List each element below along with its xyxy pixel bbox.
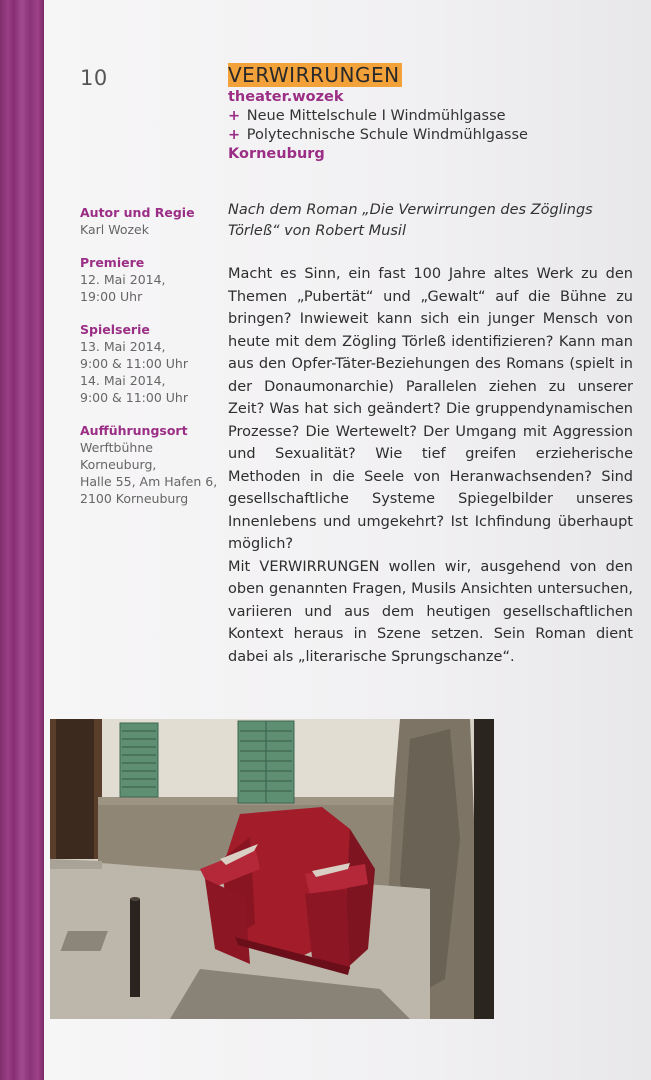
info-label: Premiere <box>80 255 145 270</box>
info-group-author <box>80 204 220 238</box>
venue-name: Polytechnische Schule Windmühlgasse <box>246 127 528 143</box>
city-name: Korneuburg <box>228 146 325 162</box>
info-value: 9:00 & 11:00 Uhr <box>80 356 188 371</box>
info-group-venue <box>80 422 220 507</box>
info-label: Aufführungsort <box>80 423 188 438</box>
event-header <box>228 63 628 162</box>
info-value: 9:00 & 11:00 Uhr <box>80 390 188 405</box>
company-name: theater.wozek <box>228 89 344 105</box>
info-label: Spielserie <box>80 322 150 337</box>
body-text <box>228 263 633 668</box>
info-group-premiere <box>80 254 220 305</box>
body-paragraph: Macht es Sinn, ein fast 100 Jahre altes Werk zu den Themen „Pubertät“ und „Gewalt“ auf die Bühne zu bringen? Inwieweit kann sich ein junger Mensch von heute mit dem Zögling Törleß identifizieren? Kann man aus den Opfer-Täter-Beziehungen des Romans (spielt in der Donaumonarchie) Parallelen ziehen zu unserer Zeit? Was hat sich geändert? Die gruppendynamischen Prozesse? Die Wertewelt? Der Umgang mit Aggression und Sexualität? Wie tief greifen erzieherische Methoden in die Seele von Heranwachsenden? Sind gesellschaftliche Systeme Spiegelbilder unseres Innenlebens und umgekehrt? Ist Ichfindung überhaupt möglich? <box>228 266 633 552</box>
venue-name: Neue Mittelschule I Windmühlgasse <box>246 108 506 124</box>
info-value: Halle 55, Am Hafen 6, <box>80 474 218 489</box>
armchair-photo-illustration <box>50 719 494 1019</box>
venue-line-1 <box>228 108 628 124</box>
info-label: Autor und Regie <box>80 205 195 220</box>
plus-icon: + <box>228 108 241 124</box>
info-value: 2100 Korneuburg <box>80 491 189 506</box>
info-group-series <box>80 321 220 406</box>
info-value: 19:00 Uhr <box>80 289 143 304</box>
info-sidebar <box>80 204 220 523</box>
intro-text: Nach dem Roman „Die Verwirrungen des Zöglings Törleß“ von Robert Musil <box>228 202 593 239</box>
info-value: 13. Mai 2014, <box>80 339 166 354</box>
info-value: Karl Wozek <box>80 222 149 237</box>
body-paragraph: Mit VERWIRRUNGEN wollen wir, ausgehend von den oben genannten Fragen, Musils Ansichten untersuchen, variieren und aus dem heutigen gesellschaftlichen Kontext heraus in Szene setzen. Sein Roman dient dabei als „literarische Sprungschanze“. <box>228 558 633 665</box>
info-value: Werftbühne <box>80 440 153 455</box>
info-value: 14. Mai 2014, <box>80 373 166 388</box>
armchair-photo <box>50 719 494 1019</box>
event-title: VERWIRRUNGEN <box>228 63 400 87</box>
plus-icon: + <box>228 127 241 143</box>
info-value: Korneuburg, <box>80 457 157 472</box>
page-number: 10 <box>80 66 108 90</box>
info-value: 12. Mai 2014, <box>80 272 166 287</box>
book-page-edges <box>0 0 44 1080</box>
venue-line-2 <box>228 127 628 143</box>
